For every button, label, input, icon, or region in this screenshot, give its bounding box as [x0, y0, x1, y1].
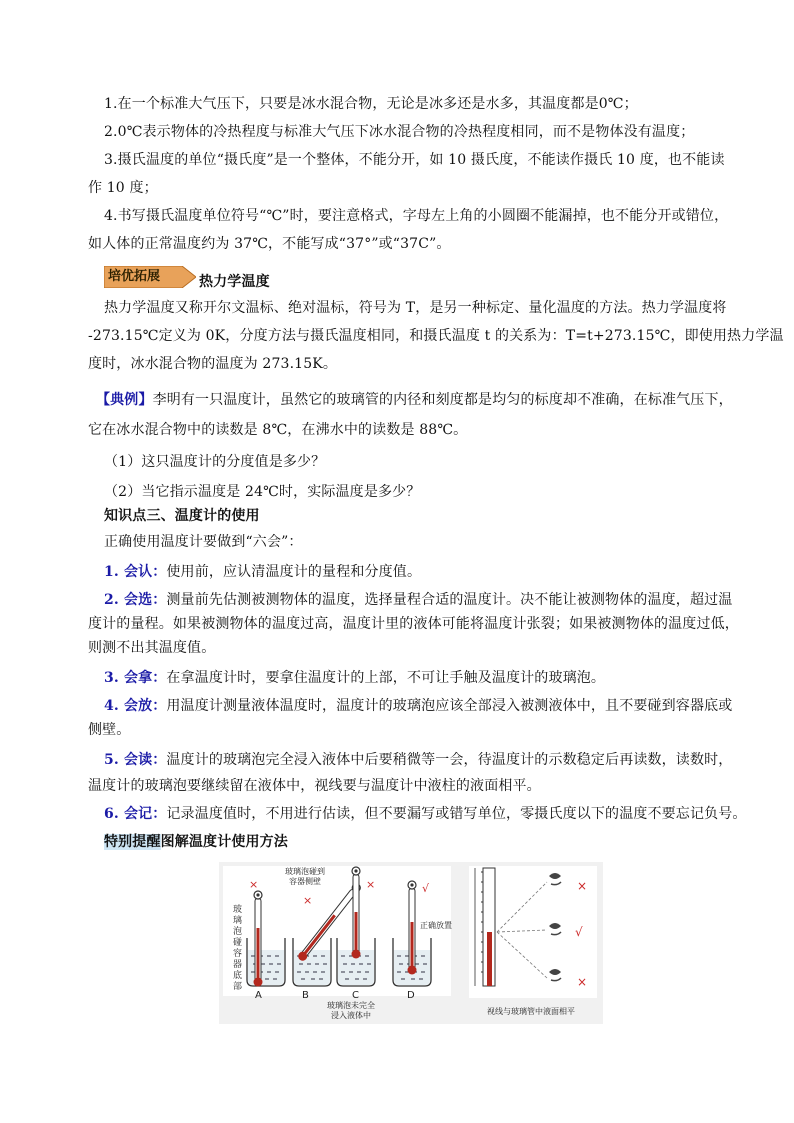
thermometer-d: [408, 881, 417, 975]
example-line-2: 它在冰水混合物中的读数是 8℃，在沸水中的读数是 88℃。: [88, 422, 468, 438]
label-bulb-not-immersed-2: 浸入液体中: [331, 1011, 371, 1020]
note-1: 1.在一个标准大气压下，只要是冰水混合物，无论是冰多还是水多，其温度都是0℃；: [104, 96, 638, 112]
letter-c: C: [352, 990, 359, 1001]
rule-3-label: 3. 会拿：: [104, 670, 167, 686]
rule-3-text: 在拿温度计时，要拿住温度计的上部，不可让手触及温度计的玻璃泡。: [166, 670, 606, 686]
svg-text:玻: 玻: [233, 905, 243, 915]
rule-4-text: 用温度计测量液体温度时，温度计的玻璃泡应该全部浸入被测液体中，且不要碰到容器底或: [166, 698, 733, 714]
rule-3: [104, 668, 605, 688]
letter-b: B: [302, 990, 309, 1001]
svg-text:泡: 泡: [233, 927, 243, 937]
right-mark-d: √: [422, 882, 430, 895]
letter-d: D: [407, 990, 415, 1001]
wrong-mark-b: ×: [303, 894, 313, 907]
wrong-mark-low: ×: [577, 975, 588, 989]
section-heading: 知识点三、温度计的使用: [104, 508, 260, 524]
label-bulb-not-immersed-1: 玻璃泡未完全: [327, 1001, 375, 1010]
extension-line-2: -273.15℃定义为 0K，分度方法与摄氏温度相同，和摄氏温度 t 的关系为：T=t+273.15℃，即使用热力学温: [88, 328, 784, 344]
reminder-line: [104, 832, 288, 852]
rule-1: [104, 562, 421, 582]
note-2: 2.0℃表示物体的冷热程度与标准大气压下冰水混合物的冷热程度相同，而不是物体没有温度；: [104, 124, 695, 140]
extension-tag-label: 培优拓展: [108, 269, 161, 284]
section-intro: 正确使用温度计要做到“六会”：: [104, 534, 303, 550]
extension-line-3: 度时，冰水混合物的温度为 273.15K。: [88, 356, 338, 372]
rule-5-line-1: [104, 750, 732, 770]
rule-4-label: 4. 会放：: [104, 698, 167, 714]
thermometer-usage-figure: [219, 862, 603, 1024]
question-2: （2）当它指示温度是 24℃时，实际温度是多少？: [104, 484, 421, 500]
svg-text:碰: 碰: [233, 938, 243, 948]
svg-text:容: 容: [233, 949, 243, 959]
rule-5-text: 温度计的玻璃泡完全浸入液体中后要稍微等一会，待温度计的示数稳定后再读数，读数时，: [166, 752, 733, 768]
extension-title: 热力学温度: [199, 274, 270, 290]
rule-1-text: 使用前，应认清温度计的量程和分度值。: [166, 564, 422, 580]
svg-text:部: 部: [233, 982, 243, 992]
rule-2-text: 测量前先估测被测物体的温度，选择量程合适的温度计。决不能让被测物体的温度，超过温: [166, 592, 733, 608]
rule-2-line-3: 则测不出其温度值。: [88, 640, 216, 656]
svg-text:器: 器: [233, 960, 243, 970]
label-correct-placement: 正确放置: [420, 921, 452, 930]
example-line-1: [96, 390, 733, 410]
rule-4-line-1: [104, 696, 732, 716]
rule-1-label: 1. 会认：: [104, 564, 167, 580]
reminder-text: 图解温度计使用方法: [160, 834, 288, 850]
rule-2-line-1: [104, 590, 732, 610]
svg-text:璃: 璃: [233, 916, 243, 926]
rule-4-line-2: 侧壁。: [88, 722, 131, 738]
note-3-line-1: 3.摄氏温度的单位“摄氏度”是一个整体，不能分开，如 10 摄氏度，不能读作摄氏 10 度，也不能读: [104, 152, 725, 168]
example-label: 【典例】: [96, 392, 153, 408]
note-4-line-1: 4.书写摄氏温度单位符号“℃”时，要注意格式，字母左上角的小圆圈不能漏掉，也不能分开或错位，: [104, 208, 729, 224]
thermometer-diagram: [219, 862, 603, 1024]
label-bulb-touching-wall-1: 玻璃泡碰到: [285, 867, 325, 876]
wrong-mark-a: ×: [249, 878, 259, 891]
letter-a: A: [255, 990, 262, 1001]
rule-6-text: 记录温度值时，不用进行估读，但不要漏写或错写单位，零摄氏度以下的温度不要忘记负号。: [166, 806, 747, 822]
note-3-line-2: 作 10 度；: [88, 180, 158, 196]
rule-5-line-2: 温度计的玻璃泡要继续留在液体中，视线要与温度计中液柱的液面相平。: [88, 778, 541, 794]
note-4-line-2: 如人体的正常温度约为 37℃，不能写成“37°”或“37C”。: [88, 236, 451, 252]
label-bulb-touching-wall-2: 容器侧壁: [289, 877, 321, 886]
reminder-highlight: 特别提醒: [104, 834, 161, 850]
rule-5-label: 5. 会读：: [104, 752, 167, 768]
thermometer-c: [352, 867, 361, 959]
rule-2-line-2: 度计的量程。如果被测物体的温度过高，温度计里的液体可能将温度计张裂；如果被测物体的温度过低，: [88, 616, 739, 632]
label-bulb-touching-bottom: [233, 903, 242, 992]
example-text: 李明有一只温度计，虽然它的玻璃管的内径和刻度都是均匀的标度却不准确，在标准气压下，: [152, 392, 733, 408]
question-1: （1）这只温度计的分度值是多少？: [104, 454, 326, 470]
right-mark-level: √: [575, 925, 583, 939]
wrong-mark-c: ×: [366, 878, 376, 891]
thermometer-a: [254, 891, 263, 987]
extension-line-1: 热力学温度又称开尔文温标、绝对温标，符号为 T，是另一种标定、量化温度的方法。热力学温度将: [104, 300, 727, 316]
rule-6-label: 6. 会记：: [104, 806, 167, 822]
label-eye-level: 视线与玻璃管中液面相平: [487, 1007, 575, 1016]
wrong-mark-high: ×: [577, 879, 588, 893]
rule-2-label: 2. 会选：: [104, 592, 167, 608]
rule-6: [104, 804, 747, 824]
svg-text:底: 底: [233, 971, 243, 981]
